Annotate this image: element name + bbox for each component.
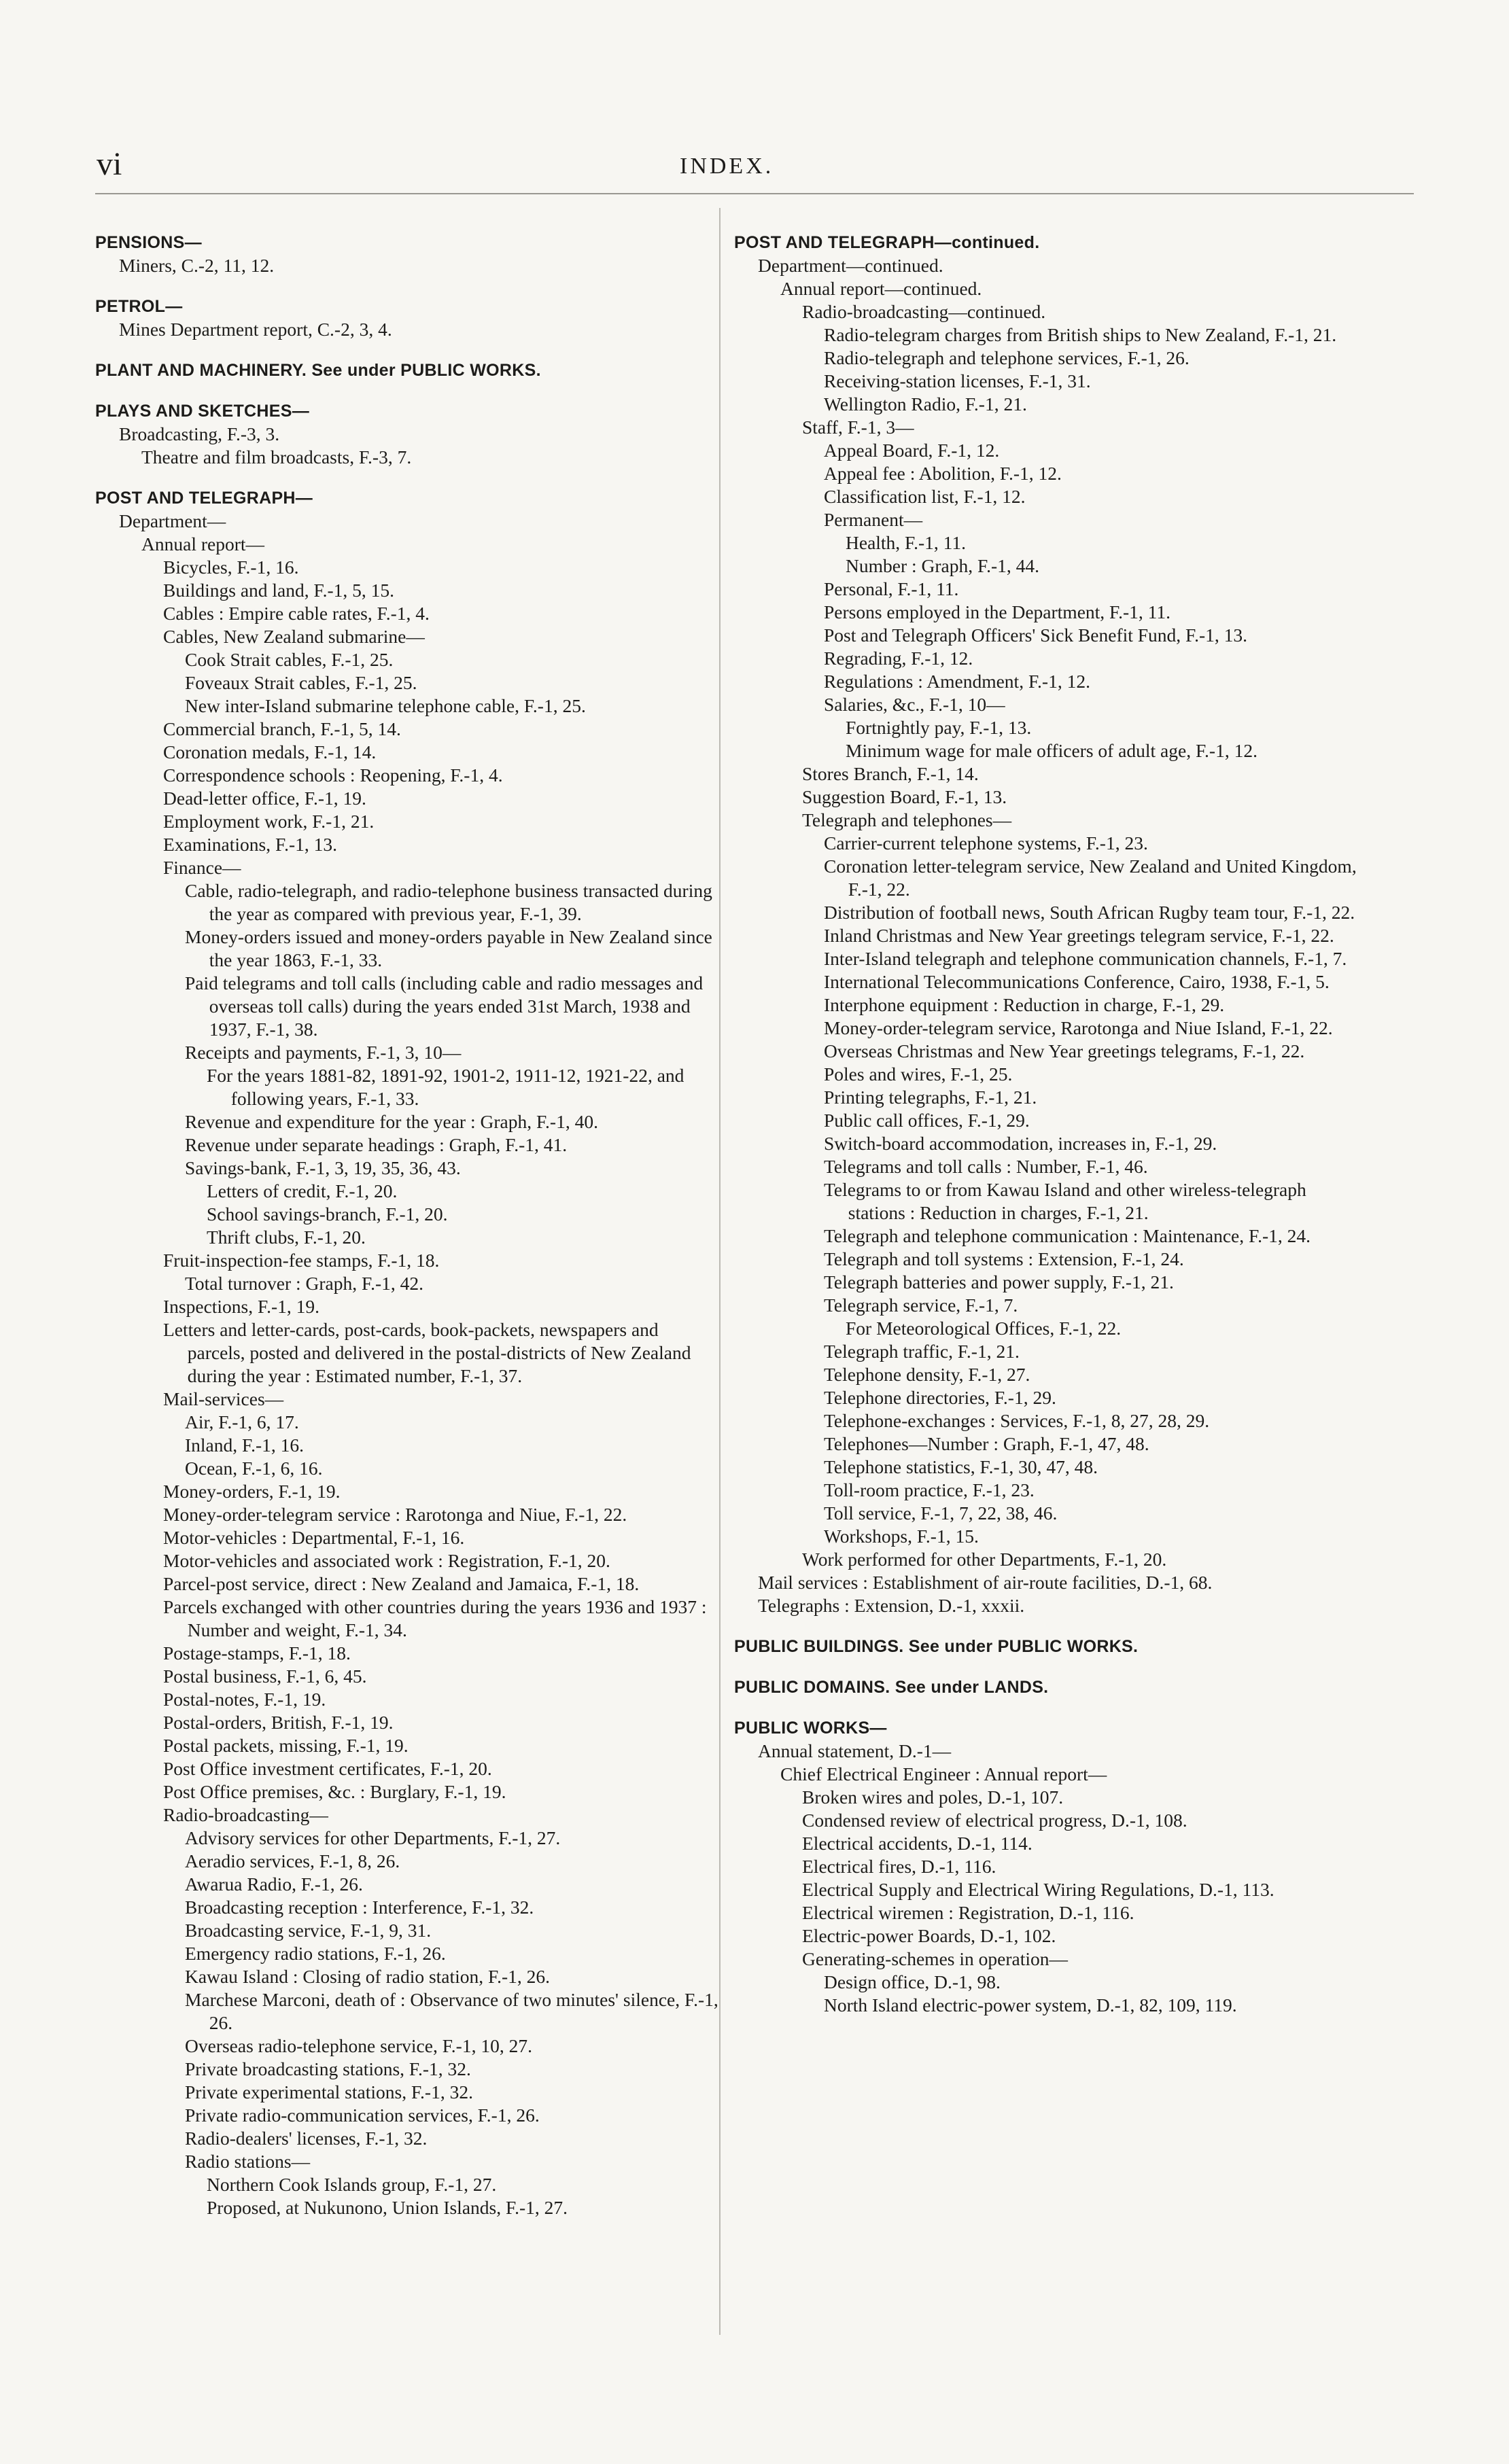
index-entry: Fruit-inspection-fee stamps, F.-1, 18. [163, 1250, 440, 1271]
index-entry: Finance— [163, 857, 241, 878]
index-entry: Electrical wiremen : Registration, D.-1, 116. [802, 1902, 1134, 1923]
index-entry: Telegraph service, F.-1, 7. [824, 1295, 1018, 1316]
index-entry: Mail-services— [163, 1388, 284, 1409]
index-entry: Overseas Christmas and New Year greetings telegrams, F.-1, 22. [824, 1040, 1305, 1061]
index-entry: Appeal fee : Abolition, F.-1, 12. [824, 463, 1062, 484]
index-entry: Private experimental stations, F.-1, 32. [185, 2081, 473, 2102]
index-entry: Classification list, F.-1, 12. [824, 486, 1026, 507]
index-entry: Money-orders issued and money-orders payable in New Zealand since the year 1863, F.-1, 33. [185, 926, 712, 970]
index-entry: Personal, F.-1, 11. [824, 578, 959, 599]
index-entry: Carrier-current telephone systems, F.-1, 23. [824, 832, 1148, 853]
index-entry: Electrical accidents, D.-1, 114. [802, 1833, 1033, 1854]
index-entry: Revenue under separate headings : Graph, F.-1, 41. [185, 1134, 568, 1155]
index-entry: Post and Telegraph Officers' Sick Benefit Fund, F.-1, 13. [824, 624, 1248, 646]
index-entry: Coronation medals, F.-1, 14. [163, 741, 377, 762]
index-entry: Post Office premises, &c. : Burglary, F.-1, 19. [163, 1781, 506, 1802]
index-entry: Electrical fires, D.-1, 116. [802, 1856, 996, 1877]
index-heading: PLANT AND MACHINERY. See under PUBLIC WORKS. [95, 361, 541, 380]
index-entry: Annual report—continued. [780, 278, 982, 299]
index-entry: Savings-bank, F.-1, 3, 19, 35, 36, 43. [185, 1157, 461, 1178]
index-entry: Examinations, F.-1, 13. [163, 834, 337, 855]
index-entry: Inland, F.-1, 16. [185, 1435, 305, 1456]
page-number: vi [97, 146, 122, 182]
index-entry: Radio stations— [185, 2151, 311, 2172]
index-heading: PENSIONS— [95, 233, 202, 252]
index-entry: Chief Electrical Engineer : Annual report— [780, 1763, 1107, 1784]
index-entry: Foveaux Strait cables, F.-1, 25. [185, 672, 417, 693]
index-entry: Regrading, F.-1, 12. [824, 648, 973, 669]
index-entry: Telephones—Number : Graph, F.-1, 47, 48. [824, 1433, 1149, 1454]
index-entry: Electric-power Boards, D.-1, 102. [802, 1925, 1056, 1946]
index-entry: Work performed for other Departments, F.-1, 20. [802, 1549, 1167, 1570]
index-entry: North Island electric-power system, D.-1, 82, 109, 119. [824, 1994, 1237, 2016]
index-entry: Motor-vehicles and associated work : Registration, F.-1, 20. [163, 1550, 610, 1571]
index-column-right [734, 231, 1359, 2017]
index-entry: Cables : Empire cable rates, F.-1, 4. [163, 603, 430, 624]
index-entry: Postal business, F.-1, 6, 45. [163, 1666, 367, 1687]
index-entry: Salaries, &c., F.-1, 10— [824, 694, 1005, 715]
index-heading: PLAYS AND SKETCHES— [95, 402, 310, 421]
index-entry: For the years 1881-82, 1891-92, 1901-2, 1911-12, 1921-22, and following years, F.-1, 33. [207, 1065, 684, 1109]
index-entry: Radio-telegram charges from British ships to New Zealand, F.-1, 21. [824, 324, 1337, 345]
index-entry: Receipts and payments, F.-1, 3, 10— [185, 1042, 462, 1063]
index-entry: Dead-letter office, F.-1, 19. [163, 788, 366, 809]
index-entry: Postal-orders, British, F.-1, 19. [163, 1712, 394, 1733]
index-entry: Radio-dealers' licenses, F.-1, 32. [185, 2128, 428, 2149]
index-entry: Ocean, F.-1, 6, 16. [185, 1458, 323, 1479]
index-entry: Interphone equipment : Reduction in charge, F.-1, 29. [824, 994, 1225, 1015]
index-entry: Condensed review of electrical progress, D.-1, 108. [802, 1810, 1187, 1831]
index-entry: Telegraph and telephones— [802, 809, 1012, 830]
index-entry: School savings-branch, F.-1, 20. [207, 1203, 448, 1225]
index-entry: Radio-broadcasting— [163, 1804, 328, 1825]
index-entry: Northern Cook Islands group, F.-1, 27. [207, 2174, 497, 2195]
index-entry: Annual statement, D.-1— [758, 1740, 952, 1761]
index-entry: Minimum wage for male officers of adult age, F.-1, 12. [846, 740, 1258, 761]
index-entry: Number : Graph, F.-1, 44. [846, 555, 1039, 576]
index-entry: Persons employed in the Department, F.-1, 11. [824, 601, 1171, 622]
index-entry: Telephone statistics, F.-1, 30, 47, 48. [824, 1456, 1098, 1477]
index-entry: Letters and letter-cards, post-cards, book-packets, newspapers and parcels, posted and delivered in the postal-districts of New Zealand during the year : Estimated number, F.-1, 37. [163, 1319, 691, 1386]
index-entry: Theatre and film broadcasts, F.-3, 7. [141, 446, 412, 468]
index-entry: Wellington Radio, F.-1, 21. [824, 393, 1027, 415]
index-entry: Coronation letter-telegram service, New Zealand and United Kingdom, F.-1, 22. [824, 856, 1357, 900]
index-entry: Inter-Island telegraph and telephone communication channels, F.-1, 7. [824, 948, 1347, 969]
index-entry: Health, F.-1, 11. [846, 532, 967, 553]
index-entry: Emergency radio stations, F.-1, 26. [185, 1943, 446, 1964]
index-entry: Kawau Island : Closing of radio station, F.-1, 26. [185, 1966, 551, 1987]
index-entry: Workshops, F.-1, 15. [824, 1526, 979, 1547]
index-entry: Public call offices, F.-1, 29. [824, 1110, 1030, 1131]
index-entry: Revenue and expenditure for the year : Graph, F.-1, 40. [185, 1111, 598, 1132]
index-entry: Cable, radio-telegraph, and radio-telephone business transacted during the year as compared with previous year, F.-1, 39. [185, 880, 712, 924]
index-entry: Telegraph batteries and power supply, F.-1, 21. [824, 1271, 1174, 1292]
index-entry: Private broadcasting stations, F.-1, 32. [185, 2058, 471, 2079]
index-entry: Postal-notes, F.-1, 19. [163, 1689, 326, 1710]
index-entry: Telephone directories, F.-1, 29. [824, 1387, 1056, 1408]
index-entry: Printing telegraphs, F.-1, 21. [824, 1087, 1037, 1108]
index-entry: Suggestion Board, F.-1, 13. [802, 786, 1007, 807]
index-heading: PUBLIC BUILDINGS. See under PUBLIC WORKS. [734, 1637, 1139, 1656]
index-entry: Permanent— [824, 509, 923, 530]
index-entry: Buildings and land, F.-1, 5, 15. [163, 580, 395, 601]
index-entry: Poles and wires, F.-1, 25. [824, 1063, 1013, 1085]
index-entry: Postal packets, missing, F.-1, 19. [163, 1735, 409, 1756]
index-entry: Stores Branch, F.-1, 14. [802, 763, 979, 784]
index-entry: Department—continued. [758, 255, 943, 276]
index-entry: Telegraph and telephone communication : Maintenance, F.-1, 24. [824, 1225, 1311, 1246]
index-entry: Regulations : Amendment, F.-1, 12. [824, 671, 1090, 692]
index-entry: Broadcasting, F.-3, 3. [119, 423, 280, 444]
index-entry: Department— [119, 510, 226, 531]
index-entry: Telegrams to or from Kawau Island and other wireless-telegraph stations : Reduction in charges, F.-1, 21. [824, 1179, 1306, 1223]
index-entry: Awarua Radio, F.-1, 26. [185, 1873, 363, 1895]
index-entry: Commercial branch, F.-1, 5, 14. [163, 718, 401, 739]
index-entry: New inter-Island submarine telephone cable, F.-1, 25. [185, 695, 586, 716]
index-entry: Inspections, F.-1, 19. [163, 1296, 320, 1317]
index-entry: International Telecommunications Conference, Cairo, 1938, F.-1, 5. [824, 971, 1330, 992]
index-entry: Employment work, F.-1, 21. [163, 811, 375, 832]
index-entry: Appeal Board, F.-1, 12. [824, 440, 1000, 461]
index-entry: Broadcasting service, F.-1, 9, 31. [185, 1920, 432, 1941]
index-heading: POST AND TELEGRAPH—continued. [734, 233, 1040, 252]
index-heading: PUBLIC WORKS— [734, 1719, 887, 1738]
index-entry: Telegraph and toll systems : Extension, F.-1, 24. [824, 1248, 1184, 1269]
index-entry: Total turnover : Graph, F.-1, 42. [185, 1273, 424, 1294]
index-column-left [95, 231, 721, 2219]
index-entry: Broadcasting reception : Interference, F.-1, 32. [185, 1897, 534, 1918]
index-entry: Radio-broadcasting—continued. [802, 301, 1046, 322]
index-entry: Toll-room practice, F.-1, 23. [824, 1479, 1035, 1500]
index-entry: Generating-schemes in operation— [802, 1948, 1068, 1969]
index-entry: Thrift clubs, F.-1, 20. [207, 1227, 366, 1248]
index-entry: Toll service, F.-1, 7, 22, 38, 46. [824, 1502, 1058, 1524]
index-entry: Miners, C.-2, 11, 12. [119, 255, 275, 276]
index-entry: Switch-board accommodation, increases in, F.-1, 29. [824, 1133, 1217, 1154]
index-heading: PETROL— [95, 297, 183, 316]
index-entry: Advisory services for other Departments, F.-1, 27. [185, 1827, 561, 1848]
index-entry: Cables, New Zealand submarine— [163, 626, 425, 647]
index-entry: Overseas radio-telephone service, F.-1, 10, 27. [185, 2035, 532, 2056]
index-heading: PUBLIC DOMAINS. See under LANDS. [734, 1678, 1049, 1697]
header-rule [95, 193, 1414, 194]
index-entry: Correspondence schools : Reopening, F.-1, 4. [163, 764, 503, 786]
index-entry: Private radio-communication services, F.-1, 26. [185, 2105, 540, 2126]
index-entry: Telegraphs : Extension, D.-1, xxxii. [758, 1595, 1025, 1616]
page-title: INDEX. [680, 154, 774, 179]
index-entry: Telegraph traffic, F.-1, 21. [824, 1341, 1020, 1362]
index-entry: Aeradio services, F.-1, 8, 26. [185, 1850, 400, 1871]
index-entry: Letters of credit, F.-1, 20. [207, 1180, 398, 1201]
index-entry: Cook Strait cables, F.-1, 25. [185, 649, 394, 670]
index-entry: Marchese Marconi, death of : Observance of two minutes' silence, F.-1, 26. [185, 1989, 718, 2033]
index-entry: Proposed, at Nukunono, Union Islands, F.-1, 27. [207, 2197, 568, 2218]
index-entry: Inland Christmas and New Year greetings telegram service, F.-1, 22. [824, 925, 1334, 946]
index-entry: Annual report— [141, 533, 264, 555]
index-entry: Mail services : Establishment of air-route facilities, D.-1, 68. [758, 1572, 1213, 1593]
index-entry: Mines Department report, C.-2, 3, 4. [119, 319, 392, 340]
index-entry: Telegrams and toll calls : Number, F.-1, 46. [824, 1156, 1148, 1177]
index-entry: Electrical Supply and Electrical Wiring Regulations, D.-1, 113. [802, 1879, 1274, 1900]
index-entry: Parcels exchanged with other countries during the years 1936 and 1937 : Number and weight, F.-1, 34. [163, 1596, 707, 1640]
index-heading: POST AND TELEGRAPH— [95, 489, 313, 508]
index-entry: Paid telegrams and toll calls (including cable and radio messages and overseas toll calls) during the years ended 31st March, 1938 and 1937, F.-1, 38. [185, 972, 704, 1040]
index-entry: Air, F.-1, 6, 17. [185, 1411, 299, 1432]
index-entry: Telephone-exchanges : Services, F.-1, 8, 27, 28, 29. [824, 1410, 1210, 1431]
index-entry: For Meteorological Offices, F.-1, 22. [846, 1318, 1122, 1339]
index-entry: Post Office investment certificates, F.-1, 20. [163, 1758, 492, 1779]
index-entry: Parcel-post service, direct : New Zealand and Jamaica, F.-1, 18. [163, 1573, 640, 1594]
index-entry: Money-order-telegram service, Rarotonga and Niue Island, F.-1, 22. [824, 1017, 1333, 1038]
index-entry: Broken wires and poles, D.-1, 107. [802, 1787, 1064, 1808]
index-entry: Money-orders, F.-1, 19. [163, 1481, 341, 1502]
index-entry: Fortnightly pay, F.-1, 13. [846, 717, 1032, 738]
index-entry: Radio-telegraph and telephone services, F.-1, 26. [824, 347, 1190, 368]
index-entry: Money-order-telegram service : Rarotonga and Niue, F.-1, 22. [163, 1504, 627, 1525]
index-entry: Staff, F.-1, 3— [802, 417, 914, 438]
index-entry: Telephone density, F.-1, 27. [824, 1364, 1030, 1385]
index-entry: Receiving-station licenses, F.-1, 31. [824, 370, 1091, 391]
index-entry: Design office, D.-1, 98. [824, 1971, 1001, 1992]
index-entry: Bicycles, F.-1, 16. [163, 557, 299, 578]
index-entry: Postage-stamps, F.-1, 18. [163, 1642, 351, 1664]
index-entry: Distribution of football news, South African Rugby team tour, F.-1, 22. [824, 902, 1355, 923]
index-entry: Motor-vehicles : Departmental, F.-1, 16. [163, 1527, 465, 1548]
